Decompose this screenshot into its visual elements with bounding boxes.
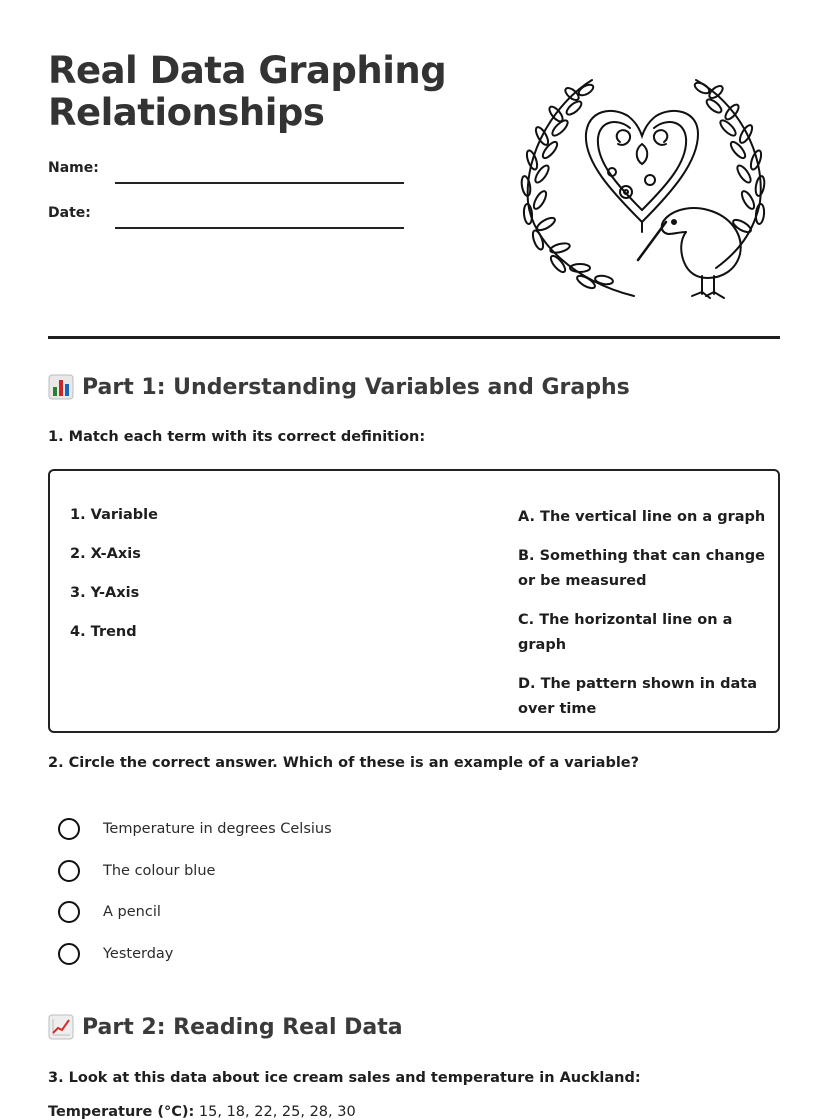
radio-circle[interactable]: [58, 901, 80, 923]
part1-heading-text: Part 1: Understanding Variables and Graphs: [82, 374, 630, 400]
definition-c[interactable]: C. The horizontal line on a graph: [518, 612, 733, 653]
option-yesterday[interactable]: [58, 940, 332, 968]
matching-box: [48, 469, 780, 733]
question-1: 1. Match each term with its correct definition:: [48, 429, 426, 445]
terms-column: [70, 505, 158, 661]
radio-circle[interactable]: [58, 860, 80, 882]
question-2: 2. Circle the correct answer. Which of these is an example of a variable?: [48, 755, 640, 771]
right-laurel-leaves: [693, 81, 766, 235]
term-variable[interactable]: 1. Variable: [70, 507, 158, 523]
name-label: Name:: [48, 160, 99, 176]
name-line[interactable]: [115, 182, 404, 184]
worksheet-title: [48, 50, 468, 134]
option-pencil[interactable]: [58, 898, 332, 926]
title-line-2: Relationships: [48, 91, 325, 134]
option-label: A pencil: [103, 904, 161, 920]
right-laurel-stem: [696, 80, 761, 268]
temperature-values: 15, 18, 22, 25, 28, 30: [198, 1104, 356, 1120]
option-temperature[interactable]: [58, 815, 332, 843]
section-divider: [48, 336, 780, 339]
date-label: Date:: [48, 205, 91, 221]
date-line[interactable]: [115, 227, 404, 229]
option-colour-blue[interactable]: [58, 857, 332, 885]
temperature-label: Temperature (°C):: [48, 1104, 195, 1120]
definitions-column: [518, 505, 768, 736]
question-3: 3. Look at this data about ice cream sales and temperature in Auckland:: [48, 1070, 641, 1086]
option-label: The colour blue: [103, 862, 216, 879]
term-y-axis[interactable]: 3. Y-Axis: [70, 585, 140, 601]
definition-d[interactable]: D. The pattern shown in data over time: [518, 676, 757, 717]
term-x-axis[interactable]: 2. X-Axis: [70, 546, 141, 562]
title-line-1: Real Data Graphing: [48, 49, 447, 92]
line-chart-icon: [48, 1014, 74, 1040]
heart-icon: [586, 111, 698, 232]
part2-heading: [48, 1014, 403, 1040]
definition-b[interactable]: B. Something that can change or be measured: [518, 548, 765, 589]
part1-heading: [48, 374, 630, 400]
date-field[interactable]: [48, 205, 408, 233]
bar-chart-icon: [48, 374, 74, 400]
kiwi-bird-icon: [638, 208, 741, 298]
option-label: Yesterday: [103, 945, 174, 962]
heart-kiwi-laurel-emblem: [516, 72, 770, 300]
worksheet-page: [48, 0, 780, 1118]
name-field[interactable]: [48, 160, 408, 188]
answer-options: [58, 815, 332, 981]
term-trend[interactable]: 4. Trend: [70, 624, 137, 640]
option-label: Temperature in degrees Celsius: [103, 821, 332, 837]
radio-circle[interactable]: [58, 818, 80, 840]
definition-a[interactable]: A. The vertical line on a graph: [518, 509, 766, 525]
radio-circle[interactable]: [58, 943, 80, 965]
part2-heading-text: Part 2: Reading Real Data: [82, 1014, 403, 1040]
